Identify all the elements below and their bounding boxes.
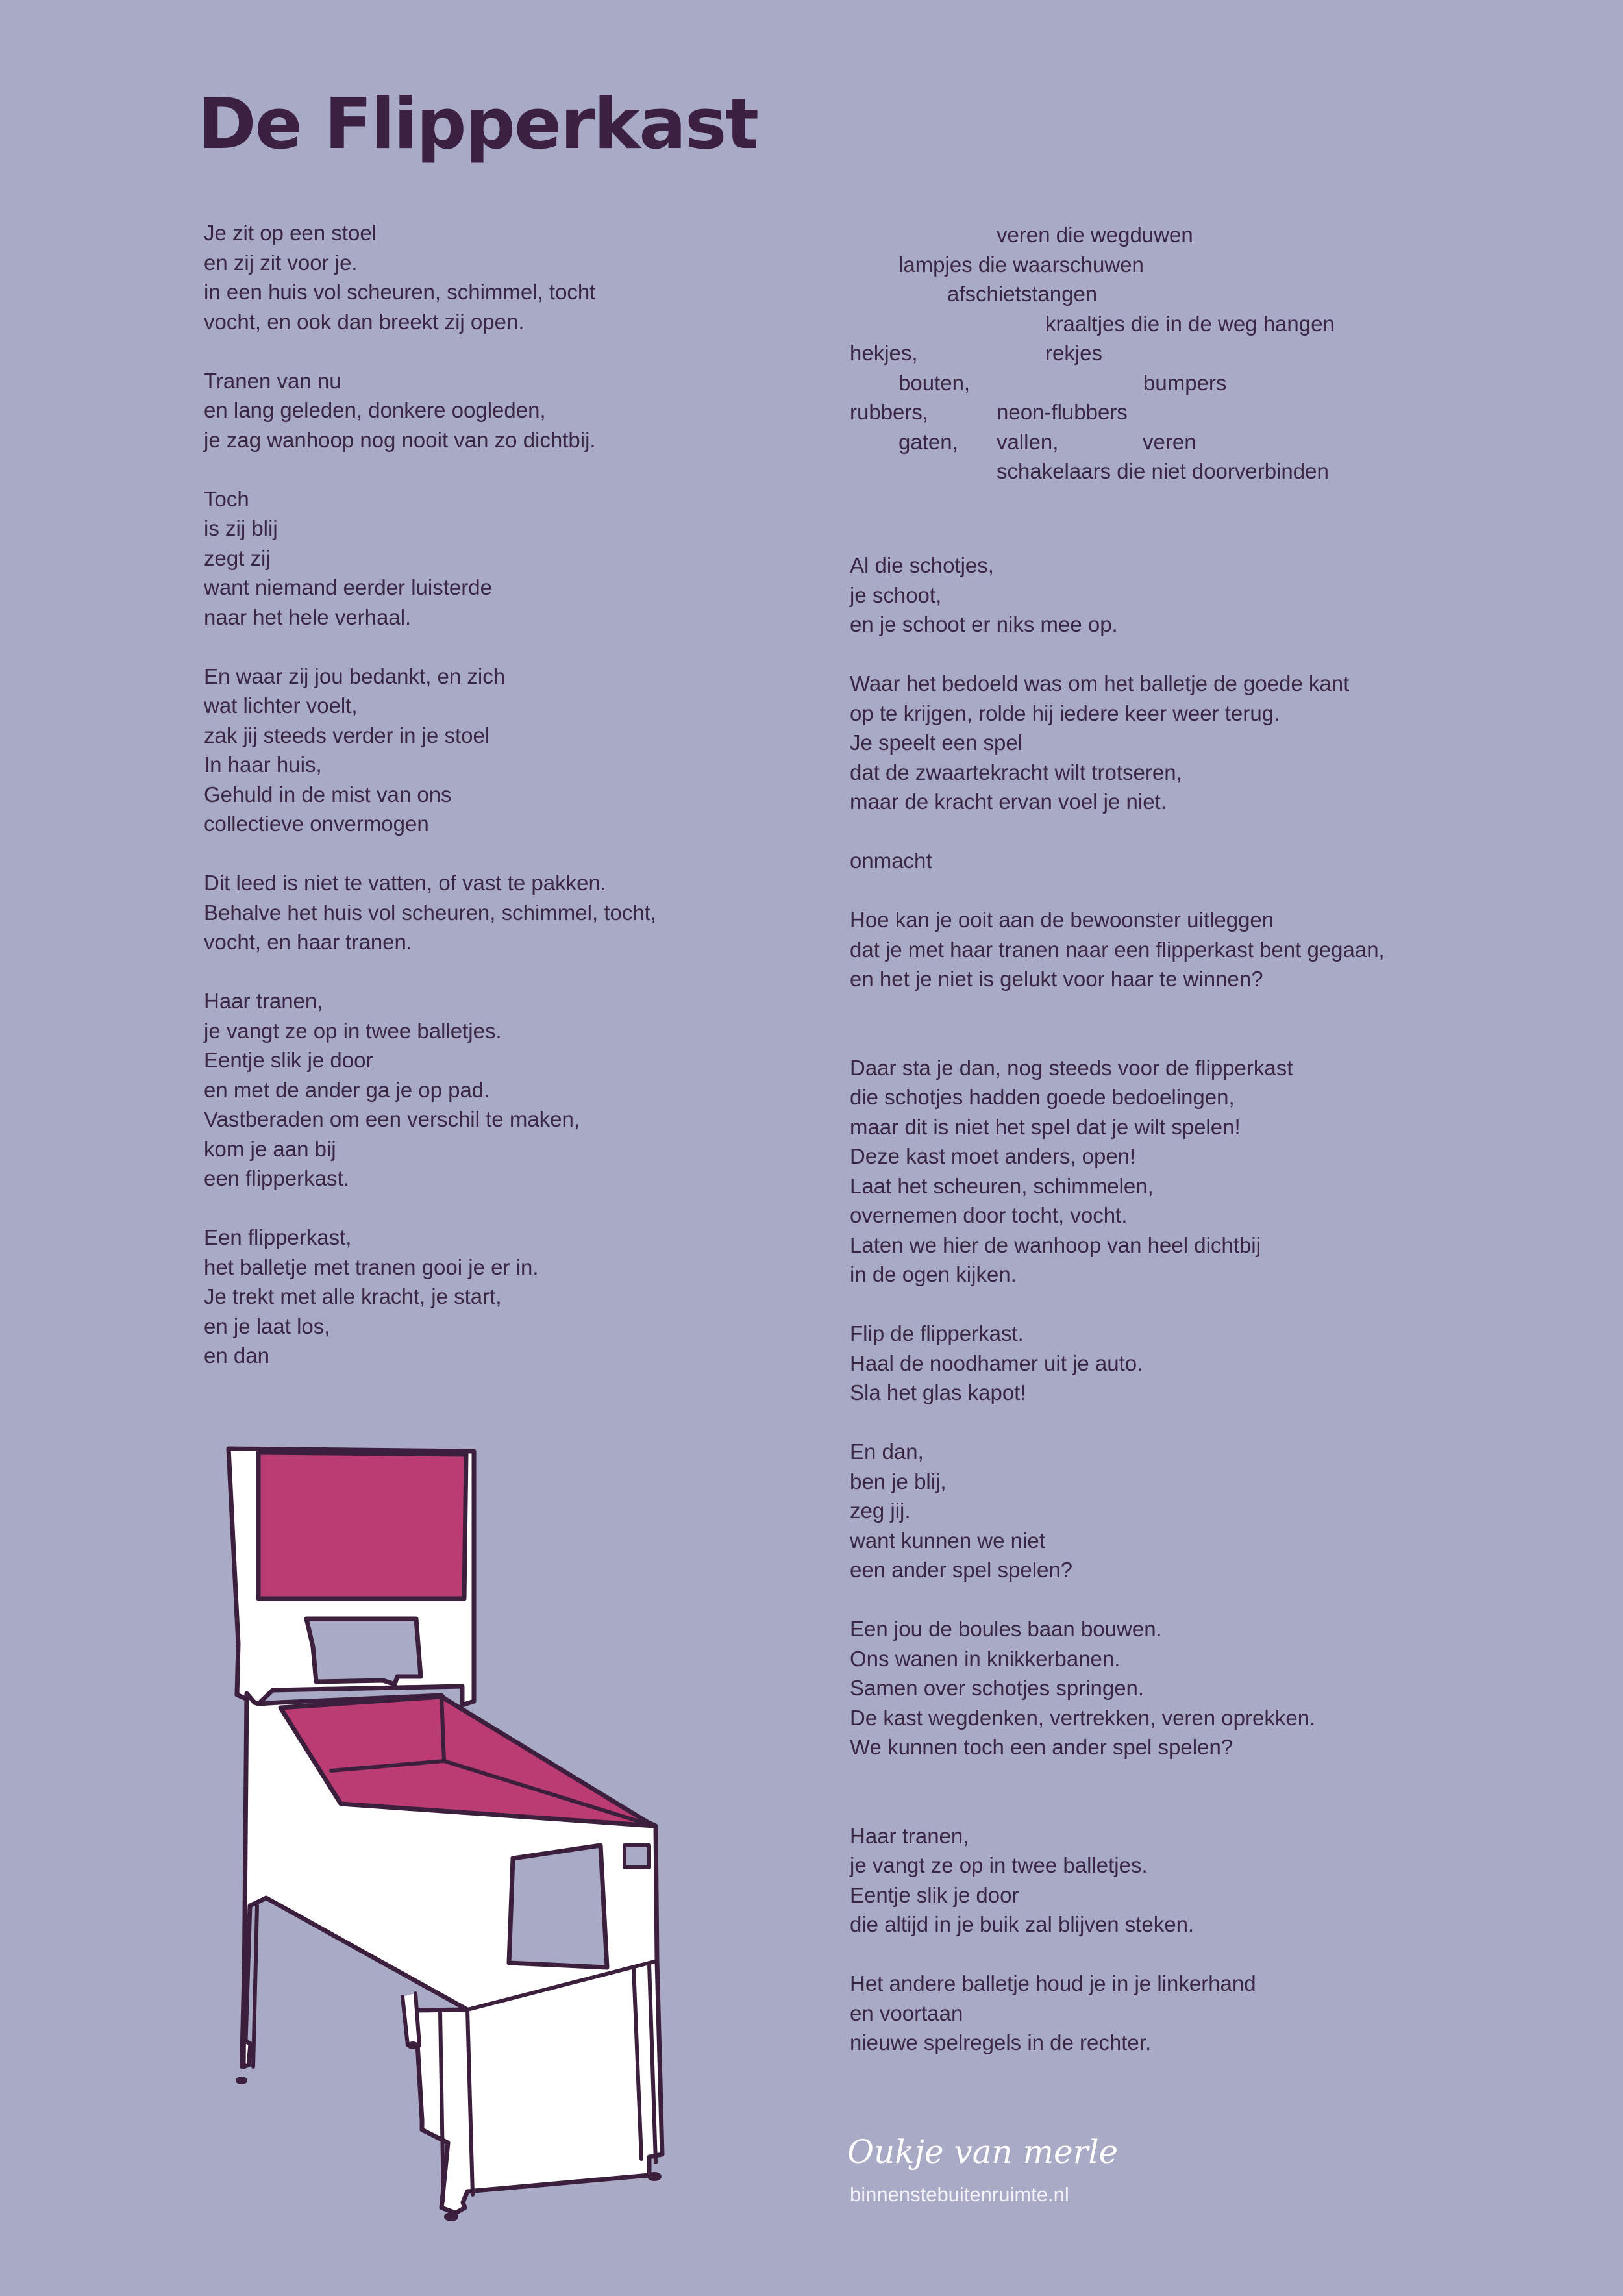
- poem-line: maar dit is niet het spel dat je wilt spelen!: [850, 1114, 1241, 1139]
- poem-line: We kunnen toch een ander spel spelen?: [850, 1735, 1233, 1759]
- back-leg: [253, 1906, 257, 2067]
- foot: [236, 2077, 247, 2084]
- poem-line: zegt zij: [204, 545, 271, 570]
- poem-line: kom je aan bij: [204, 1136, 336, 1161]
- stanza: [204, 662, 736, 839]
- concrete-word: afschietstangen: [947, 282, 1098, 306]
- poem-left-column: [204, 218, 736, 1371]
- stanza: [850, 1821, 1531, 1940]
- poem-line: en lang geleden, donkere oogleden,: [204, 398, 546, 422]
- poem-line: Hoe kan je ooit aan de bewoonster uitleggen: [850, 908, 1274, 932]
- poem-line: je vangt ze op in twee balletjes.: [204, 1018, 502, 1043]
- poem-line: Samen over schotjes springen.: [850, 1676, 1145, 1700]
- stanza: [850, 846, 1531, 876]
- stanza: [850, 1437, 1531, 1585]
- concrete-word: neon-flubbers: [997, 400, 1128, 424]
- stanza: [850, 1053, 1531, 1290]
- poem-line: Ons wanen in knikkerbanen.: [850, 1646, 1121, 1671]
- poem-line: Haar tranen,: [204, 989, 323, 1013]
- concrete-word: vallen,: [997, 429, 1059, 454]
- concrete-word: rubbers,: [850, 400, 929, 424]
- foot: [647, 2172, 662, 2181]
- backbox-window: [306, 1619, 421, 1684]
- poem-line: Gehuld in de mist van ons: [204, 782, 452, 806]
- playfield-edge: [441, 1697, 444, 1761]
- concrete-word: schakelaars die niet doorverbinden: [997, 459, 1329, 483]
- poem-line: Behalve het huis vol scheuren, schimmel, tocht,: [204, 900, 657, 925]
- poem-line: een ander spel spelen?: [850, 1558, 1073, 1582]
- poem-line: Laten we hier de wanhoop van heel dichtbij: [850, 1232, 1261, 1257]
- concrete-word: lampjes die waarschuwen: [898, 252, 1144, 277]
- poem-line: een flipperkast.: [204, 1166, 349, 1190]
- poem-line: je zag wanhoop nog nooit van zo dichtbij.: [204, 427, 596, 452]
- poem-line: nieuwe spelregels in de rechter.: [850, 2030, 1152, 2054]
- poem-line: Al die schotjes,: [850, 553, 994, 577]
- poem-line: en het je niet is gelukt voor haar te winnen?: [850, 967, 1263, 991]
- author-signature: Oukje van merle: [847, 2133, 1119, 2171]
- poem-line: Flip de flipperkast.: [850, 1321, 1024, 1345]
- poem-line: En waar zij jou bedankt, en zich: [204, 664, 506, 688]
- poem-line: is zij blij: [204, 516, 278, 540]
- stanza: [204, 366, 736, 455]
- poem-line: Een jou de boules baan bouwen.: [850, 1617, 1162, 1641]
- poem-line: en dan: [204, 1343, 269, 1367]
- stanza: [850, 551, 1531, 640]
- concrete-word: gaten,: [898, 429, 958, 454]
- poem-line: Haar tranen,: [850, 1823, 969, 1848]
- stanza: [850, 1614, 1531, 1762]
- stanza: [204, 868, 736, 957]
- poem-line: Deze kast moet anders, open!: [850, 1144, 1136, 1168]
- poem-line: want kunnen we niet: [850, 1528, 1045, 1553]
- coin-door: [509, 1845, 607, 1967]
- poem-line: naar het hele verhaal.: [204, 605, 412, 629]
- start-button: [625, 1845, 649, 1867]
- poem-line: vocht, en ook dan breekt zij open.: [204, 309, 525, 334]
- poem-line: wat lichter voelt,: [204, 693, 358, 718]
- poem-line: je vangt ze op in twee balletjes.: [850, 1853, 1148, 1877]
- poem-line: en met de ander ga je op pad.: [204, 1077, 490, 1102]
- poem-line: dat je met haar tranen naar een flipperkast bent gegaan,: [850, 937, 1385, 962]
- poem-line: en je schoot er niks mee op.: [850, 612, 1118, 636]
- stanza: [850, 1969, 1531, 2058]
- poem-line: maar de kracht ervan voel je niet.: [850, 790, 1167, 814]
- poem-line: Het andere balletje houd je in je linkerhand: [850, 1971, 1256, 1995]
- stanza: [204, 986, 736, 1193]
- concrete-word: rekjes: [1045, 341, 1103, 365]
- concrete-poem-block: [850, 220, 1531, 493]
- poem-line: De kast wegdenken, vertrekken, veren oprekken.: [850, 1705, 1316, 1730]
- poem-line: Een flipperkast,: [204, 1225, 352, 1249]
- poem-line: Sla het glas kapot!: [850, 1380, 1026, 1404]
- poem-line: Laat het scheuren, schimmelen,: [850, 1173, 1154, 1198]
- poem-line: die altijd in je buik zal blijven steken.: [850, 1912, 1195, 1936]
- poem-line: overnemen door tocht, vocht.: [850, 1203, 1128, 1227]
- poem-line: Waar het bedoeld was om het balletje de goede kant: [850, 671, 1350, 695]
- concrete-word: bumpers: [1143, 370, 1227, 395]
- poem-line: Dit leed is niet te vatten, of vast te pakken.: [204, 871, 607, 895]
- poem-line: Vastberaden om een verschil te maken,: [204, 1107, 580, 1131]
- poem-line: in een huis vol scheuren, schimmel, tocht: [204, 280, 596, 304]
- poem-line: want niemand eerder luisterde: [204, 575, 492, 599]
- foot: [444, 2212, 458, 2221]
- back-leg: [403, 1993, 419, 2045]
- poem-line: onmacht: [850, 849, 932, 873]
- poem-line: Daar sta je dan, nog steeds voor de flipperkast: [850, 1055, 1293, 1080]
- poem-line: In haar huis,: [204, 753, 322, 777]
- poem-title: De Flipperkast: [198, 84, 758, 165]
- poem-line: en zij zit voor je.: [204, 250, 358, 275]
- stanza: [204, 218, 736, 336]
- poem-line: Haal de noodhamer uit je auto.: [850, 1351, 1143, 1375]
- concrete-word: hekjes,: [850, 341, 918, 365]
- poem-line: En dan,: [850, 1440, 924, 1464]
- stanza: [204, 1223, 736, 1371]
- poem-line: Tranen van nu: [204, 368, 341, 393]
- poem-line: zeg jij.: [850, 1499, 911, 1523]
- stanza: [204, 484, 736, 632]
- poem-line: dat de zwaartekracht wilt trotseren,: [850, 760, 1182, 784]
- poem-line: het balletje met tranen gooi je er in.: [204, 1254, 539, 1279]
- poem-line: collectieve onvermogen: [204, 812, 429, 836]
- backglass-panel: [258, 1453, 466, 1599]
- poem-line: ben je blij,: [850, 1469, 947, 1493]
- poem-line: Je zit op een stoel: [204, 221, 377, 245]
- poem-line: vocht, en haar tranen.: [204, 930, 413, 954]
- poem-line: Eentje slik je door: [204, 1048, 373, 1072]
- poem-line: zak jij steeds verder in je stoel: [204, 723, 490, 747]
- poem-line: Je trekt met alle kracht, je start,: [204, 1284, 502, 1308]
- poem-line: Je speelt een spel: [850, 730, 1023, 755]
- poem-line: en voortaan: [850, 2001, 963, 2025]
- poem-line: je schoot,: [850, 582, 942, 607]
- concrete-word: veren: [1143, 429, 1196, 454]
- poem-line: die schotjes hadden goede bedoelingen,: [850, 1085, 1235, 1109]
- poem-line: Toch: [204, 486, 249, 511]
- pinball-machine-illustration: [214, 1438, 682, 2230]
- concrete-word: kraaltjes die in de weg hangen: [1045, 311, 1335, 336]
- poem-line: Eentje slik je door: [850, 1882, 1019, 1907]
- stanza: [850, 905, 1531, 994]
- stanza: [850, 669, 1531, 817]
- website-link[interactable]: binnenstebuitenruimte.nl: [850, 2183, 1069, 2206]
- concrete-word: bouten,: [898, 370, 971, 395]
- poem-right-column: [850, 220, 1531, 2058]
- stanza: [850, 1319, 1531, 1408]
- poem-line: in de ogen kijken.: [850, 1262, 1017, 1286]
- foot: [407, 2041, 419, 2049]
- poem-line: en je laat los,: [204, 1314, 330, 1338]
- poem-line: op te krijgen, rolde hij iedere keer weer terug.: [850, 701, 1280, 725]
- concrete-word: veren die wegduwen: [997, 223, 1193, 247]
